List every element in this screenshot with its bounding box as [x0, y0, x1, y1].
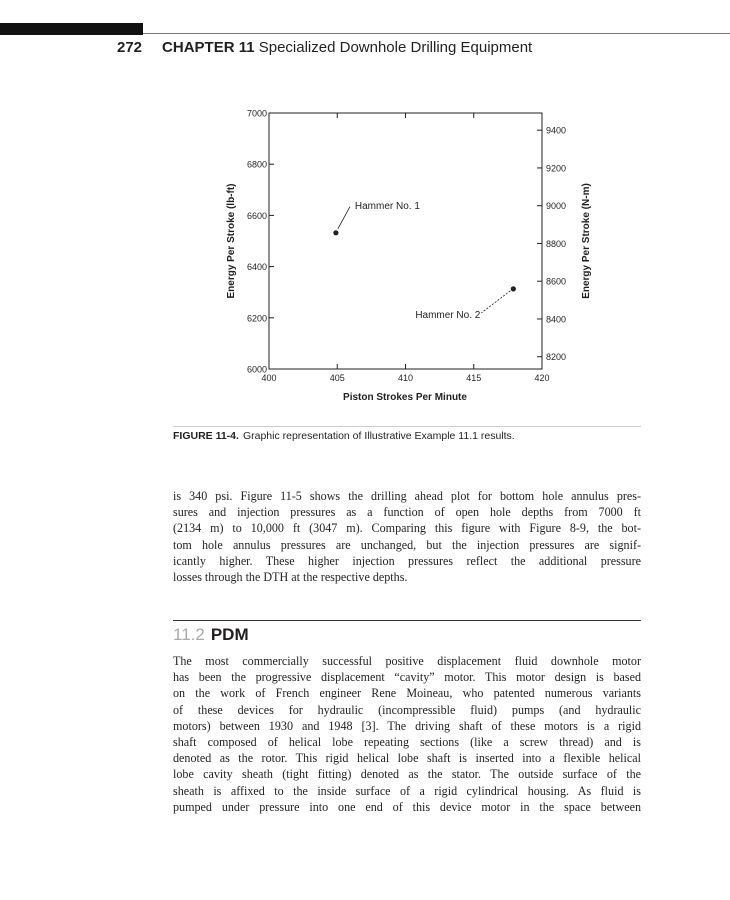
y2-axis-label: Energy Per Stroke (N-m): [581, 183, 592, 299]
page-number: 272: [117, 39, 143, 56]
text-line: denoted as the rotor. This rigid helical lobe shaft is inserted into a flexible helical: [173, 751, 641, 766]
section-rule: [173, 620, 641, 621]
caption-text: Graphic representation of Illustrative Example 11.1 results.: [242, 430, 515, 442]
x-tick-label: 400: [261, 373, 277, 383]
y2-tick-label: 8200: [546, 352, 567, 363]
text-line: of these devices for hydraulic (incompressible fluid) pumps (and hydraulic: [173, 702, 641, 717]
hammer-1-label: Hammer No. 1: [354, 200, 420, 212]
x-tick-label: 410: [397, 373, 414, 383]
y-tick-label: 7000: [246, 108, 267, 119]
section-heading: [173, 625, 249, 645]
plot-frame: [269, 113, 542, 369]
hammer-1-leader: [338, 207, 350, 229]
y-tick-label: 6000: [246, 364, 267, 375]
y2-tick-label: 9000: [546, 201, 567, 212]
text-line: motors) between 1930 and 1948 [3]. The driving shaft of these motors is a rigid: [173, 718, 641, 733]
y2-tick-label: 9200: [546, 163, 567, 174]
x-axis-label: Piston Strokes Per Minute: [343, 392, 467, 403]
x-tick-label: 415: [466, 373, 482, 383]
text-line: (2134 m) to 10,000 ft (3047 m). Comparing this figure with Figure 8-9, the bot-: [173, 521, 641, 536]
text-line: on the work of French engineer Rene Moineau, who patented numerous variants: [173, 686, 641, 701]
body-paragraph-2: [173, 653, 641, 815]
hammer-2-label: Hammer No. 2: [415, 309, 481, 321]
text-line: sheath is affixed to the inside surface of a rigid cylindrical housing. As fluid is: [173, 783, 641, 798]
y-tick-label: 6800: [246, 159, 267, 170]
figure-chart: [220, 105, 600, 405]
text-line: lobe cavity sheath (tight fitting) denoted as the stator. The outside surface of the: [173, 767, 641, 782]
text-line: pumped under pressure into one end of this device motor in the space between: [173, 799, 641, 814]
chapter-label: CHAPTER 11: [162, 39, 255, 56]
x-tick-label: 405: [329, 373, 345, 383]
data-point-hammer-2: [511, 286, 516, 291]
y2-tick-label: 8600: [546, 276, 567, 287]
section-title: PDM: [210, 625, 249, 644]
y2-tick-label: 8800: [546, 238, 567, 249]
text-line: sures and injection pressures as a function of open hole depths from 7000 ft: [173, 505, 641, 520]
figure-caption: [173, 430, 515, 442]
text-line: tom hole annulus pressures are unchanged, but the injection pressures are signif-: [173, 537, 641, 552]
section-number: 11.2: [173, 625, 205, 644]
y2-tick-label: 8400: [546, 314, 567, 325]
y-tick-label: 6200: [246, 313, 267, 324]
header-rule: [143, 33, 730, 34]
text-line: icantly higher. These higher injection pressures reflect the additional pressure: [173, 553, 641, 568]
body-paragraph-1: [173, 488, 641, 585]
figure-rule: [173, 426, 641, 427]
running-head: [117, 39, 532, 56]
y2-tick-label: 9400: [546, 125, 567, 136]
text-line: shaft composed of helical lobe repeating sections (like a screw thread) and is: [173, 735, 641, 750]
y-axis-label: Energy Per Stroke (lb-ft): [226, 183, 237, 299]
text-line: losses through the DTH at the respective depths.: [173, 570, 408, 585]
text-line: The most commercially successful positive displacement fluid downhole motor: [173, 654, 641, 668]
y-tick-label: 6400: [246, 262, 267, 273]
text-line: is 340 psi. Figure 11-5 shows the drilling ahead plot for bottom hole annulus pres-: [173, 489, 641, 503]
header-bar: [0, 23, 143, 35]
hammer-2-leader: [481, 291, 510, 313]
data-point-hammer-1: [333, 230, 338, 235]
caption-label: FIGURE 11-4.: [173, 430, 239, 442]
x-tick-label: 420: [534, 373, 550, 383]
chapter-title: Specialized Downhole Drilling Equipment: [258, 39, 533, 56]
y-tick-label: 6600: [246, 210, 267, 221]
text-line: has been the progressive displacement “cavity” motor. This motor design is based: [173, 670, 641, 685]
